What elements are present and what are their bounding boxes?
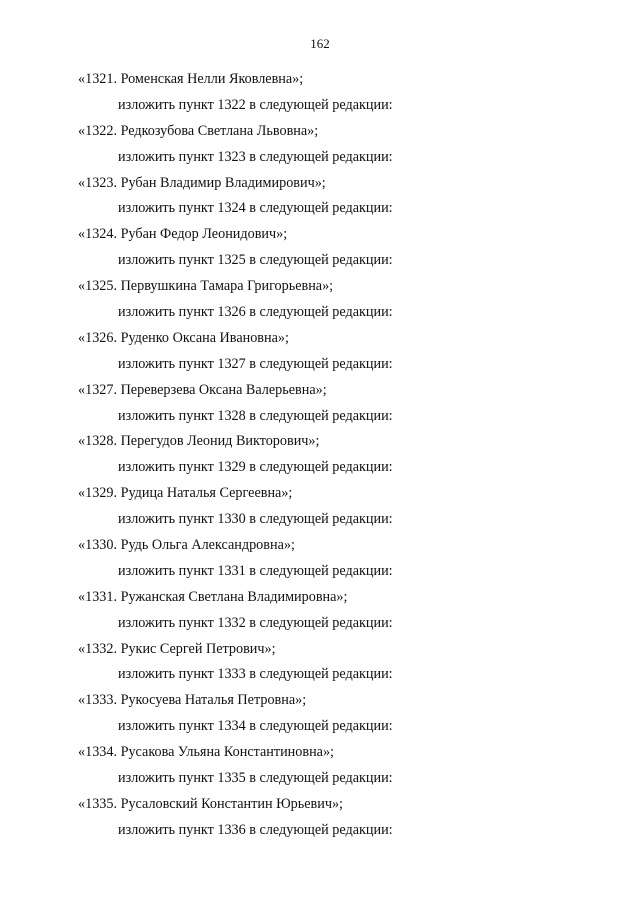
list-entry: «1334. Русакова Ульяна Константиновна»;	[78, 744, 334, 761]
list-entry: «1332. Рукис Сергей Петрович»;	[78, 640, 276, 657]
amendment-instruction: изложить пункт 1331 в следующей редакции:	[118, 562, 393, 579]
list-entry: «1325. Первушкина Тамара Григорьевна»;	[78, 278, 334, 295]
amendment-instruction: изложить пункт 1324 в следующей редакции:	[118, 200, 393, 217]
amendment-instruction: изложить пункт 1332 в следующей редакции:	[118, 614, 393, 631]
amendment-instruction: изложить пункт 1329 в следующей редакции:	[118, 459, 393, 476]
list-entry: «1333. Рукосуева Наталья Петровна»;	[78, 692, 307, 709]
amendment-instruction: изложить пункт 1323 в следующей редакции:	[118, 148, 393, 165]
list-entry: «1322. Редкозубова Светлана Львовна»;	[78, 122, 319, 139]
list-entry: «1321. Роменская Нелли Яковлевна»;	[78, 71, 304, 87]
amendment-instruction: изложить пункт 1333 в следующей редакции:	[118, 666, 393, 683]
list-entry: «1323. Рубан Владимир Владимирович»;	[78, 174, 326, 191]
list-entry: «1326. Руденко Оксана Ивановна»;	[78, 329, 289, 346]
amendment-instruction: изложить пункт 1322 в следующей редакции:	[118, 96, 393, 113]
amendment-instruction: изложить пункт 1327 в следующей редакции:	[118, 355, 393, 372]
list-entry: «1328. Перегудов Леонид Викторович»;	[78, 433, 320, 450]
list-entry: «1331. Ружанская Светлана Владимировна»;	[78, 588, 348, 605]
document-body	[0, 67, 640, 844]
amendment-instruction: изложить пункт 1330 в следующей редакции:	[118, 511, 393, 528]
amendment-instruction: изложить пункт 1328 в следующей редакции:	[118, 407, 393, 424]
page-number: 162	[310, 36, 330, 51]
amendment-instruction: изложить пункт 1336 в следующей редакции:	[118, 821, 393, 838]
list-entry: «1329. Рудица Наталья Сергеевна»;	[78, 485, 293, 502]
list-entry: «1324. Рубан Федор Леонидович»;	[78, 226, 288, 243]
list-entry: «1335. Русаловский Константин Юрьевич»;	[78, 795, 343, 812]
amendment-instruction: изложить пункт 1335 в следующей редакции:	[118, 770, 393, 787]
list-entry: «1327. Переверзева Оксана Валерьевна»;	[78, 381, 327, 398]
amendment-instruction: изложить пункт 1326 в следующей редакции:	[118, 304, 393, 321]
amendment-instruction: изложить пункт 1325 в следующей редакции:	[118, 252, 393, 269]
list-entry: «1330. Рудь Ольга Александровна»;	[78, 537, 295, 554]
amendment-instruction: изложить пункт 1334 в следующей редакции:	[118, 718, 393, 735]
